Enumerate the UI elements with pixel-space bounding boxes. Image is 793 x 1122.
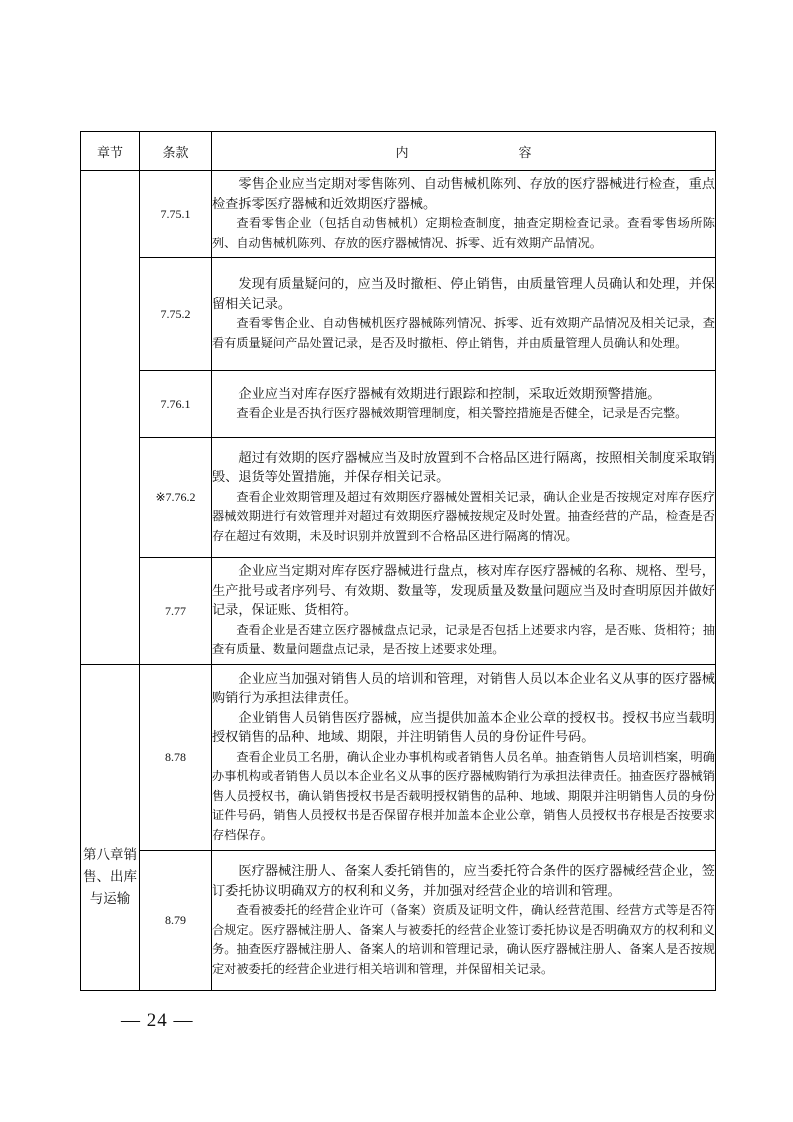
check-text: 查看企业是否执行医疗器械效期管理制度，相关警控措施是否健全，记录是否完整。 [236, 406, 688, 420]
content-cell [212, 371, 716, 438]
header-content [212, 132, 716, 171]
check-text: 查看被委托的经营企业许可（备案）资质及证明文件，确认经营范围、经营方式等是否符合规定。医疗器械注册人、备案人与被委托的经营企业签订委托协议是否明确双方的权利和义务。抽查医疗器械注册人、备案人的培训和管理记录，确认医疗器械注册人、备案人是否按规定对被委托的经营企业进行相关培训和管理，并保留相关记录。 [212, 903, 715, 976]
table-row [81, 665, 716, 851]
header-chapter: 章节 [81, 132, 140, 171]
requirement-text: 超过有效期的医疗器械应当及时放置到不合格品区进行隔离，按照相关制度采取销毁、退货等处置措施，并保存相关记录。 [212, 450, 715, 486]
requirement-text: 零售企业应当定期对零售陈列、自动售械机陈列、存放的医疗器械进行检查，重点检查拆零医疗器械和近效期医疗器械。 [212, 177, 715, 212]
table-row [81, 851, 716, 991]
table-row [81, 258, 716, 371]
clause-number: 7.77 [140, 558, 212, 665]
check-text: 查看企业员工名册，确认企业办事机构或者销售人员名单。抽查销售人员培训档案，明确办事机构或者销售人员以本企业名义从事的医疗器械购销行为承担法律责任。抽查医疗器械销售人员授权书，确认销售授权书是否载明授权销售的品种、地域、期限并注明销售人员的身份证件号码，销售人员授权书是否保留存根并加盖本企业公章，销售人员授权书存根是否按要求存档保存。 [212, 749, 715, 842]
clause-number: 7.75.2 [140, 258, 212, 371]
page-number: — 24 — [121, 1010, 194, 1031]
clause-number: 7.76.1 [140, 371, 212, 438]
content-cell [212, 665, 716, 851]
table-header-row [81, 132, 716, 171]
content-cell [212, 171, 716, 258]
clause-number: ※7.76.2 [140, 438, 212, 558]
check-text: 查看零售企业、自动售械机医疗器械陈列情况、拆零、近有效期产品情况及相关记录，查看有质量疑问产品处置记录，是否及时撤柜、停止销售，并由质量管理人员确认和处理。 [212, 316, 715, 350]
check-text: 查看企业是否建立医疗器械盘点记录，记录是否包括上述要求内容，是否账、货相符；抽查有质量、数量问题盘点记录，是否按上述要求处理。 [212, 622, 715, 657]
chapter-label: 第八章销售、出库与运输 [83, 846, 137, 907]
requirement-text-2: 企业销售人员销售医疗器械，应当提供加盖本企业公章的授权书。授权书应当载明授权销售的品种、地域、期限，并注明销售人员的身份证件号码。 [212, 710, 715, 746]
clause-number: 8.79 [140, 851, 212, 991]
content-cell [212, 438, 716, 558]
content-cell [212, 558, 716, 665]
requirement-text: 企业应当定期对库存医疗器械进行盘点，核对库存医疗器械的名称、规格、型号，生产批号或者序列号、有效期、数量等，发现质量及数量问题应当及时查明原因并做好记录，保证账、货相符。 [212, 564, 715, 619]
check-text: 查看零售企业（包括自动售械机）定期检查制度，抽查定期检查记录。查看零售场所陈列、自动售械机陈列、存放的医疗器械情况、拆零、近有效期产品情况。 [212, 216, 715, 250]
table-row [81, 171, 716, 258]
chapter-cell [81, 665, 140, 991]
check-text: 查看企业效期管理及超过有效期医疗器械处置相关记录，确认企业是否按规定对库存医疗器械效期进行有效管理并对超过有效期医疗器械按规定及时处置。抽查经营的产品，检查是否存在超过有效期，未及时识别并放置到不合格品区进行隔离的情况。 [212, 489, 715, 543]
header-content-label: 内 容 [395, 145, 560, 161]
requirement-text: 企业应当加强对销售人员的培训和管理，对销售人员以本企业名义从事的医疗器械购销行为承担法律责任。 [212, 671, 715, 707]
table-row [81, 371, 716, 438]
table-row [81, 558, 716, 665]
regulation-table [80, 131, 716, 991]
content-cell [212, 258, 716, 371]
chapter-cell-blank [81, 171, 140, 665]
clause-number: 8.78 [140, 665, 212, 851]
clause-number: 7.75.1 [140, 171, 212, 258]
requirement-text: 企业应当对库存医疗器械有效期进行跟踪和控制，采取近效期预警措施。 [238, 386, 661, 402]
table-row [81, 438, 716, 558]
requirement-text: 发现有质量疑问的，应当及时撤柜、停止销售，由质量管理人员确认和处理，并保留相关记录。 [212, 277, 715, 312]
header-clause: 条款 [140, 132, 212, 171]
requirement-text: 医疗器械注册人、备案人委托销售的，应当委托符合条件的医疗器械经营企业，签订委托协议明确双方的权利和义务，并加强对经营企业的培训和管理。 [212, 864, 715, 899]
content-cell [212, 851, 716, 991]
